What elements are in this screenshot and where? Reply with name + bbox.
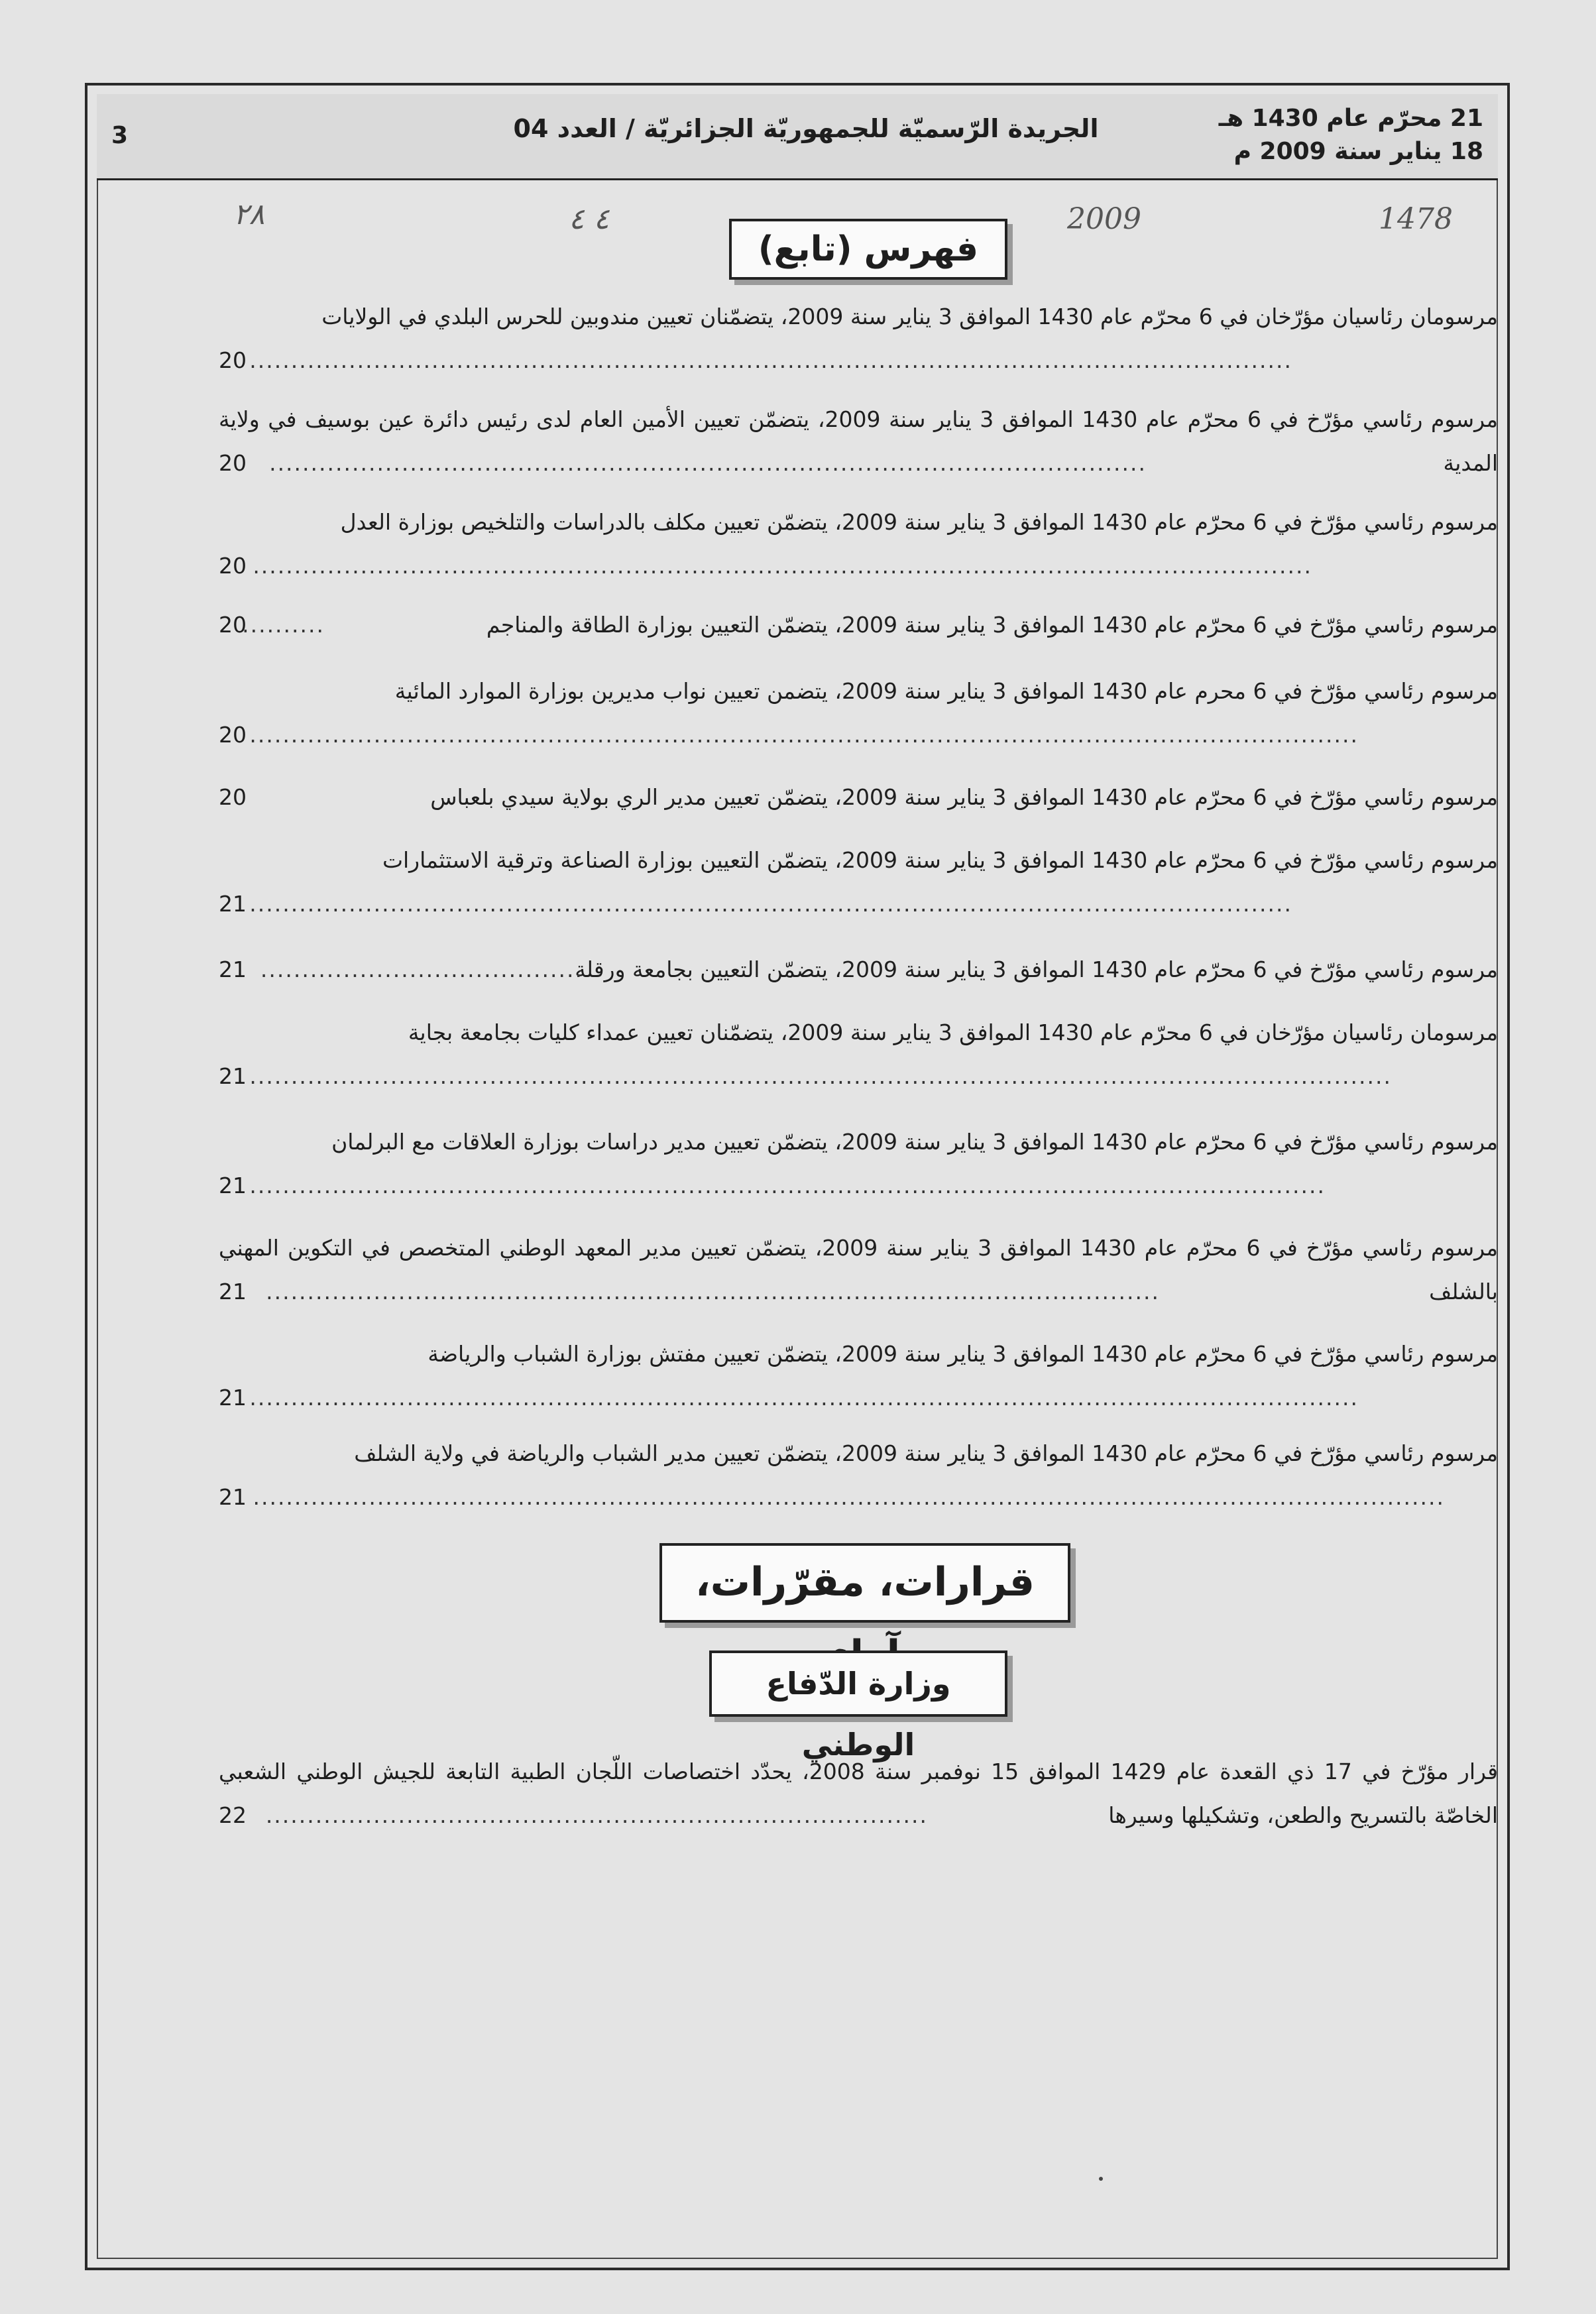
entry-text: مرسومان رئاسيان مؤرّخان في 6 محرّم عام 1430 الموافق 3 يناير سنة 2009، يتضمّنان تعيين مندوبين للحرس البلدي في الولايات <box>321 304 1498 329</box>
leader-dots: .............................................................................................................................. <box>249 347 1292 373</box>
index-entry <box>219 603 1498 653</box>
handwritten-note-center: ٤ ٤ <box>569 202 610 236</box>
entry-text: مرسوم رئاسي مؤرّخ في 6 محرّم عام 1430 الموافق 3 يناير سنة 2009، يتضمّن التعيين بوزارة الطاقة والمناجم <box>486 612 1498 638</box>
entry-text: مرسوم رئاسي مؤرّخ في 6 محرّم عام 1430 الموافق 3 يناير سنة 2009، يتضمّن تعيين مدير دراسات بوزارة العلاقات مع البرلمان <box>331 1129 1498 1155</box>
index-entry <box>219 839 1498 931</box>
index-entry <box>219 776 1498 825</box>
leader-dots: ............................................................................................................ <box>266 1279 1160 1304</box>
date-gregorian: 18 يناير سنة 2009 م <box>1233 138 1483 165</box>
page-header <box>97 94 1498 180</box>
entry-text: مرسوم رئاسي مؤرّخ في 6 محرّم عام 1430 الموافق 3 يناير سنة 2009، يتضمّن تعيين مدير الشباب والرياضة في ولاية الشلف <box>354 1440 1498 1466</box>
decision-entry <box>219 1750 1498 1843</box>
index-entry <box>219 295 1498 388</box>
leader-dots: ................................................................................ <box>265 1802 928 1828</box>
leader-dots: .......... <box>242 612 325 638</box>
entry-text: مرسوم رئاسي مؤرّخ في 6 محرّم عام 1430 الموافق 3 يناير سنة 2009، يتضمّن تعيين مكلف بالدراسات والتلخيص بوزارة العدل <box>340 509 1498 535</box>
index-entry <box>219 500 1498 593</box>
entry-page-number: 20 <box>219 450 247 476</box>
entry-page-number: 21 <box>219 1063 247 1089</box>
entry-page-number: 21 <box>219 1484 247 1510</box>
leader-dots: ...................................................................................................................................... <box>249 1385 1359 1411</box>
gazette-title: الجريدة الرّسميّة للجمهوريّة الجزائريّة / العدد 04 <box>513 114 1099 143</box>
handwritten-note-year: 2009 <box>1067 202 1141 236</box>
entry-text: مرسوم رئاسي مؤرّخ في 6 محرّم عام 1430 الموافق 3 يناير سنة 2009، يتضمّن تعيين مفتش بوزارة الشباب والرياضة <box>428 1341 1498 1367</box>
entry-text: مرسوم رئاسي مؤرّخ في 6 محرّم عام 1430 الموافق 3 يناير سنة 2009، يتضمّن تعيين مدير المعهد الوطني المتخصص في التكوين المهني بالشلف <box>219 1235 1499 1304</box>
entry-page-number: 21 <box>219 1279 247 1304</box>
index-entry <box>219 1120 1498 1213</box>
page-mark <box>1099 2177 1103 2181</box>
entry-page-number: 20 <box>219 722 247 748</box>
index-entry <box>219 1011 1498 1104</box>
leader-dots: ...................................................................................................................................... <box>249 722 1359 748</box>
handwritten-note-right: 1478 <box>1379 202 1453 236</box>
decision-text: قرار مؤرّخ في 17 ذي القعدة عام 1429 الموافق 15 نوفمبر سنة 2008، يحدّد اختصاصات اللّجان الطبية التابعة للجيش الوطني الشعبي الخاصّة بالتسريح والطعن، وتشكيلها وسيرها <box>219 1759 1499 1828</box>
entry-page-number: 21 <box>219 956 247 982</box>
leader-dots: .......................................................................................................................................... <box>249 1063 1392 1089</box>
entry-page-number: 21 <box>219 1385 247 1411</box>
section-title-box: قرارات، مقرّرات، <box>659 1543 1070 1623</box>
leader-dots: .......................................................................................................... <box>269 450 1147 476</box>
index-entry <box>219 1432 1498 1525</box>
entry-page-number: 21 <box>219 891 247 917</box>
leader-dots: ................................................................................................................................................ <box>253 1484 1445 1510</box>
leader-dots: ................................................................................................................................ <box>253 553 1312 579</box>
index-title-box: فهرس (تابع) <box>729 219 1007 280</box>
entry-page-number: 20 <box>219 612 247 638</box>
decision-page-number: 22 <box>219 1802 247 1828</box>
entry-page-number: 20 <box>219 347 247 373</box>
entry-text: مرسوم رئاسي مؤرّخ في 6 محرّم عام 1430 الموافق 3 يناير سنة 2009، يتضمّن تعيين مدير الري بولاية سيدي بلعباس <box>430 784 1498 810</box>
entry-text: مرسوم رئاسي مؤرّخ في 6 محرّم عام 1430 الموافق 3 يناير سنة 2009، يتضمّن التعيين بجامعة ورقلة <box>575 956 1498 982</box>
entry-text: مرسومان رئاسيان مؤرّخان في 6 محرّم عام 1430 الموافق 3 يناير سنة 2009، يتضمّنان تعيين عمداء كليات بجامعة بجاية <box>408 1019 1498 1045</box>
page-number: 3 <box>111 122 129 149</box>
entry-text: مرسوم رئاسي مؤرّخ في 6 محرّم عام 1430 الموافق 3 يناير سنة 2009، يتضمّن تعيين الأمين العام لدى رئيس دائرة عين بوسيف في ولاية المدية <box>219 406 1499 476</box>
entry-text: مرسوم رئاسي مؤرّخ في 6 محرّم عام 1430 الموافق 3 يناير سنة 2009، يتضمّن التعيين بوزارة الصناعة وترقية الاستثمارات <box>382 847 1498 873</box>
leader-dots: .................................................................................................................................. <box>249 1173 1326 1198</box>
entry-page-number: 20 <box>219 784 247 810</box>
header-date <box>1219 102 1483 168</box>
entry-page-number: 21 <box>219 1173 247 1198</box>
handwritten-note-left: ٢٨ <box>233 198 265 231</box>
date-hijri: 21 محرّم عام 1430 هـ <box>1218 105 1483 132</box>
index-entry <box>219 948 1498 998</box>
index-entry <box>219 1226 1498 1319</box>
ministry-title-box: وزارة الدّفاع الوطني <box>709 1650 1007 1717</box>
leader-dots: ....................................... <box>260 956 583 982</box>
index-entry <box>219 1332 1498 1425</box>
index-entry <box>219 669 1498 762</box>
leader-dots: .............................................................................................................................. <box>249 891 1292 917</box>
entry-page-number: 20 <box>219 553 247 579</box>
index-entry <box>219 398 1498 491</box>
entry-text: مرسوم رئاسي مؤرّخ في 6 محرم عام 1430 الموافق 3 يناير سنة 2009، يتضمن تعيين نواب مديرين بوزارة الموارد المائية <box>394 678 1498 704</box>
